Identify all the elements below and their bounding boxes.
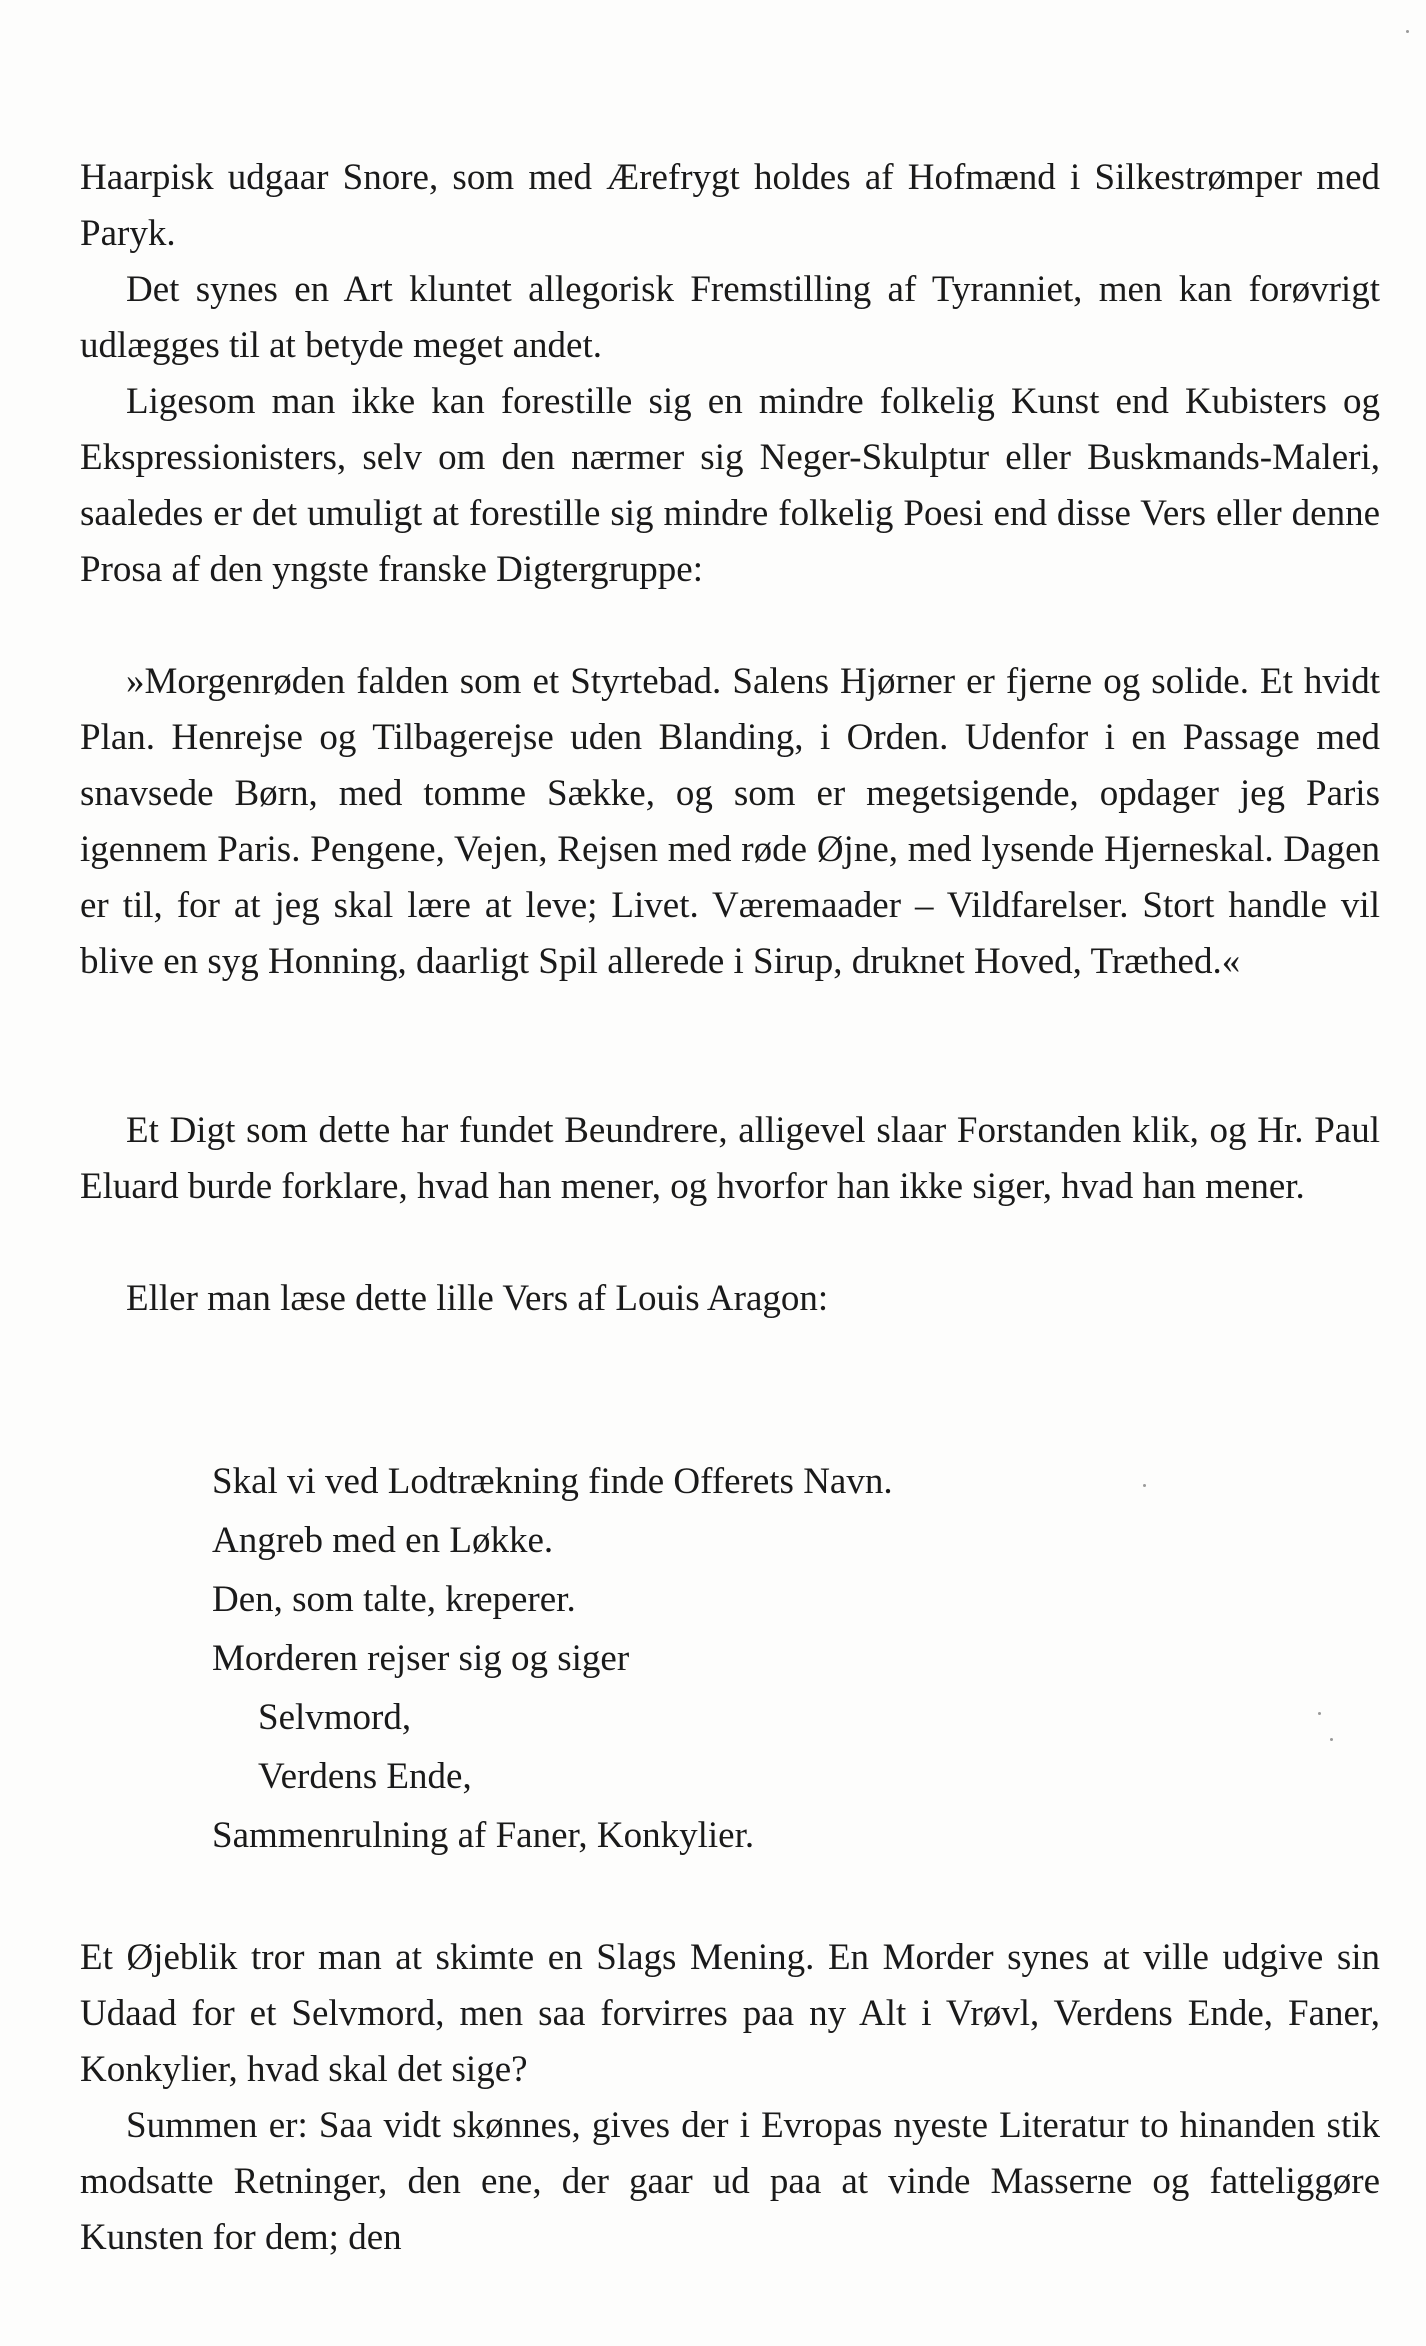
poem-line: Morderen rejser sig og siger [212, 1638, 630, 1679]
poem-line: Den, som talte, kreperer. [212, 1579, 576, 1620]
paragraph-summen: Summen er: Saa vidt skønnes, gives der i Evropas nyeste Literatur to hinanden stik modsatte Retninger, den ene, der gaar ud paa at vinde Masserne og fatteliggøre Kunsten for dem; den [80, 2105, 1380, 2258]
paragraph-et-digt: Et Digt som dette har fundet Beundrere, alligevel slaar Forstanden klik, og Hr. Paul Eluard burde forklare, hvad han mener, og hvorfor han ikke siger, hvad han mener. [80, 1110, 1380, 1207]
scan-speck [1318, 1712, 1321, 1715]
poem-line: Skal vi ved Lodtrækning finde Offerets Navn. [212, 1461, 893, 1502]
scan-speck [1143, 1484, 1146, 1487]
paragraph-allegorisk: Det synes en Art kluntet allegorisk Fremstilling af Tyranniet, men kan forøvrigt udlægges til at betyde meget andet. [80, 269, 1380, 366]
paragraph-morgenroden-quote: »Morgenrøden falden som et Styrtebad. Salens Hjørner er fjerne og solide. Et hvidt Plan. Henrejse og Tilbagerejse uden Blanding, i Orden. Udenfor i en Passage med snavsede Børn, med tomme Sække, og som er megetsigende, opdager jeg Paris igennem Paris. Pengene, Vejen, Rejsen med røde Øjne, med lysende Hjerneskal. Dagen er til, for at jeg skal lære at leve; Livet. Væremaader – Vildfarelser. Stort handle vil blive en syg Honning, daarligt Spil allerede i Sirup, druknet Hoved, Træthed.« [80, 661, 1380, 982]
paragraph-eller-man: Eller man læse dette lille Vers af Louis Aragon: [126, 1278, 829, 1319]
poem-block [212, 1452, 1212, 1865]
scan-speck [1330, 1738, 1333, 1741]
poem-line: Angreb med en Løkke. [212, 1520, 554, 1561]
paragraph-ligesom: Ligesom man ikke kan forestille sig en mindre folkelig Kunst end Kubisters og Ekspressionisters, selv om den nærmer sig Neger-Skulptur eller Buskmands-Maleri, saaledes er det umuligt at forestille sig mindre folkelig Poesi end disse Vers eller denne Prosa af den yngste franske Digtergruppe: [80, 381, 1380, 590]
poem-line: Verdens Ende, [258, 1756, 472, 1797]
paragraph-et-ojeblik: Et Øjeblik tror man at skimte en Slags Mening. En Morder synes at ville udgive sin Udaad for et Selvmord, men saa forvirres paa ny Alt i Vrøvl, Verdens Ende, Faner, Konkylier, hvad skal det sige? [80, 1937, 1380, 2090]
paragraph-haarpisk: Haarpisk udgaar Snore, som med Ærefrygt holdes af Hofmænd i Silkestrømper med Paryk. [80, 157, 1380, 254]
scan-speck [1406, 30, 1409, 33]
poem-line: Sammenrulning af Faner, Konkylier. [212, 1815, 755, 1856]
poem-line: Selvmord, [258, 1697, 412, 1738]
